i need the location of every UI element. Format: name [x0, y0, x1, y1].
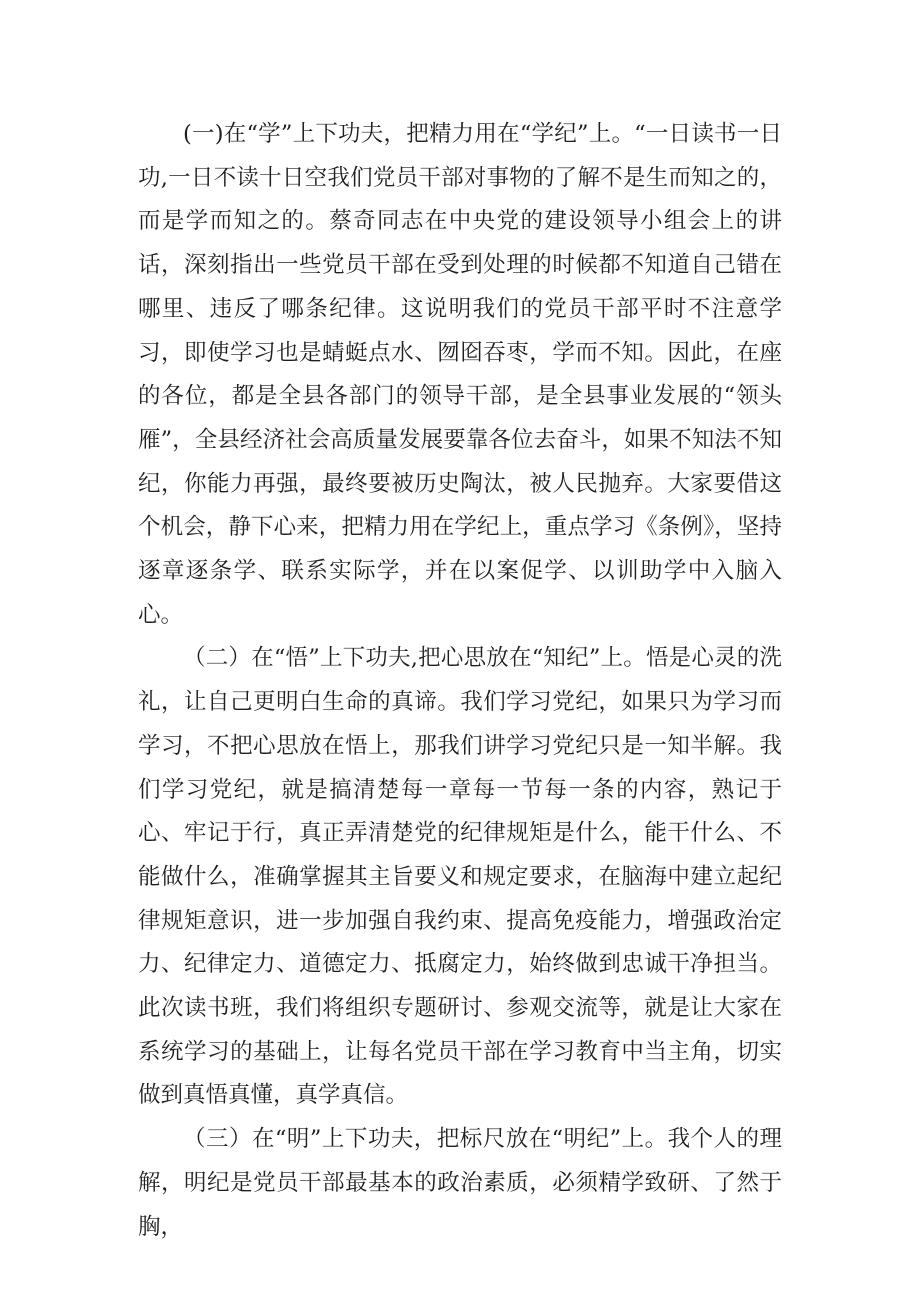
paragraph-study-discipline: (一)在“学”上下功夫，把精力用在“学纪”上。“一日读书一日功,一日不读十日空我们党员干部对事物的了解不是生而知之的，而是学而知之的。蔡奇同志在中央党的建设领导小组会上的讲话，深刻指出一些党员干部在受到处理的时候都不知道自己错在哪里、违反了哪条纪律。这说明我们的党员干部平时不注意学习，即使学习也是蜻蜓点水、囫囵吞枣，学而不知。因此，在座的各位，都是全县各部门的领导干部，是全县事业发展的“领头雁”，全县经济社会高质量发展要靠各位去奋斗，如果不知法不知纪，你能力再强，最终要被历史陶汰，被人民抛弃。大家要借这个机会，静下心来，把精力用在学纪上，重点学习《条例》，坚持逐章逐条学、联系实际学，并在以案促学、以训助学中入脑入心。 — [138, 121, 782, 628]
paragraph-understand-discipline: （二）在“悟”上下功夫,把心思放在“知纪”上。悟是心灵的洗礼，让自己更明白生命的真谛。我们学习党纪，如果只为学习而学习，不把心思放在悟上，那我们讲学习党纪只是一知半解。我们学习党纪，就是搞清楚每一章每一节每一条的内容，熟记于心、牢记于行，真正弄清楚党的纪律规矩是什么，能干什么、不能做什么，准确掌握其主旨要义和规定要求，在脑海中建立起纪律规矩意识，进一步加强自我约束、提高免疫能力，增强政治定力、纪律定力、道德定力、抵腐定力，始终做到忠诚干净担当。此次读书班，我们将组织专题研讨、参观交流等，就是让大家在系统学习的基础上，让每名党员干部在学习教育中当主角，切实做到真悟真懂，真学真信。 — [138, 645, 782, 1109]
document-body — [138, 113, 782, 1249]
paragraph-clarify-discipline: （三）在“明”上下功夫，把标尺放在“明纪”上。我个人的理解，明纪是党员干部最基本的政治素质，必须精学致研、了然于胸， — [138, 1126, 782, 1240]
